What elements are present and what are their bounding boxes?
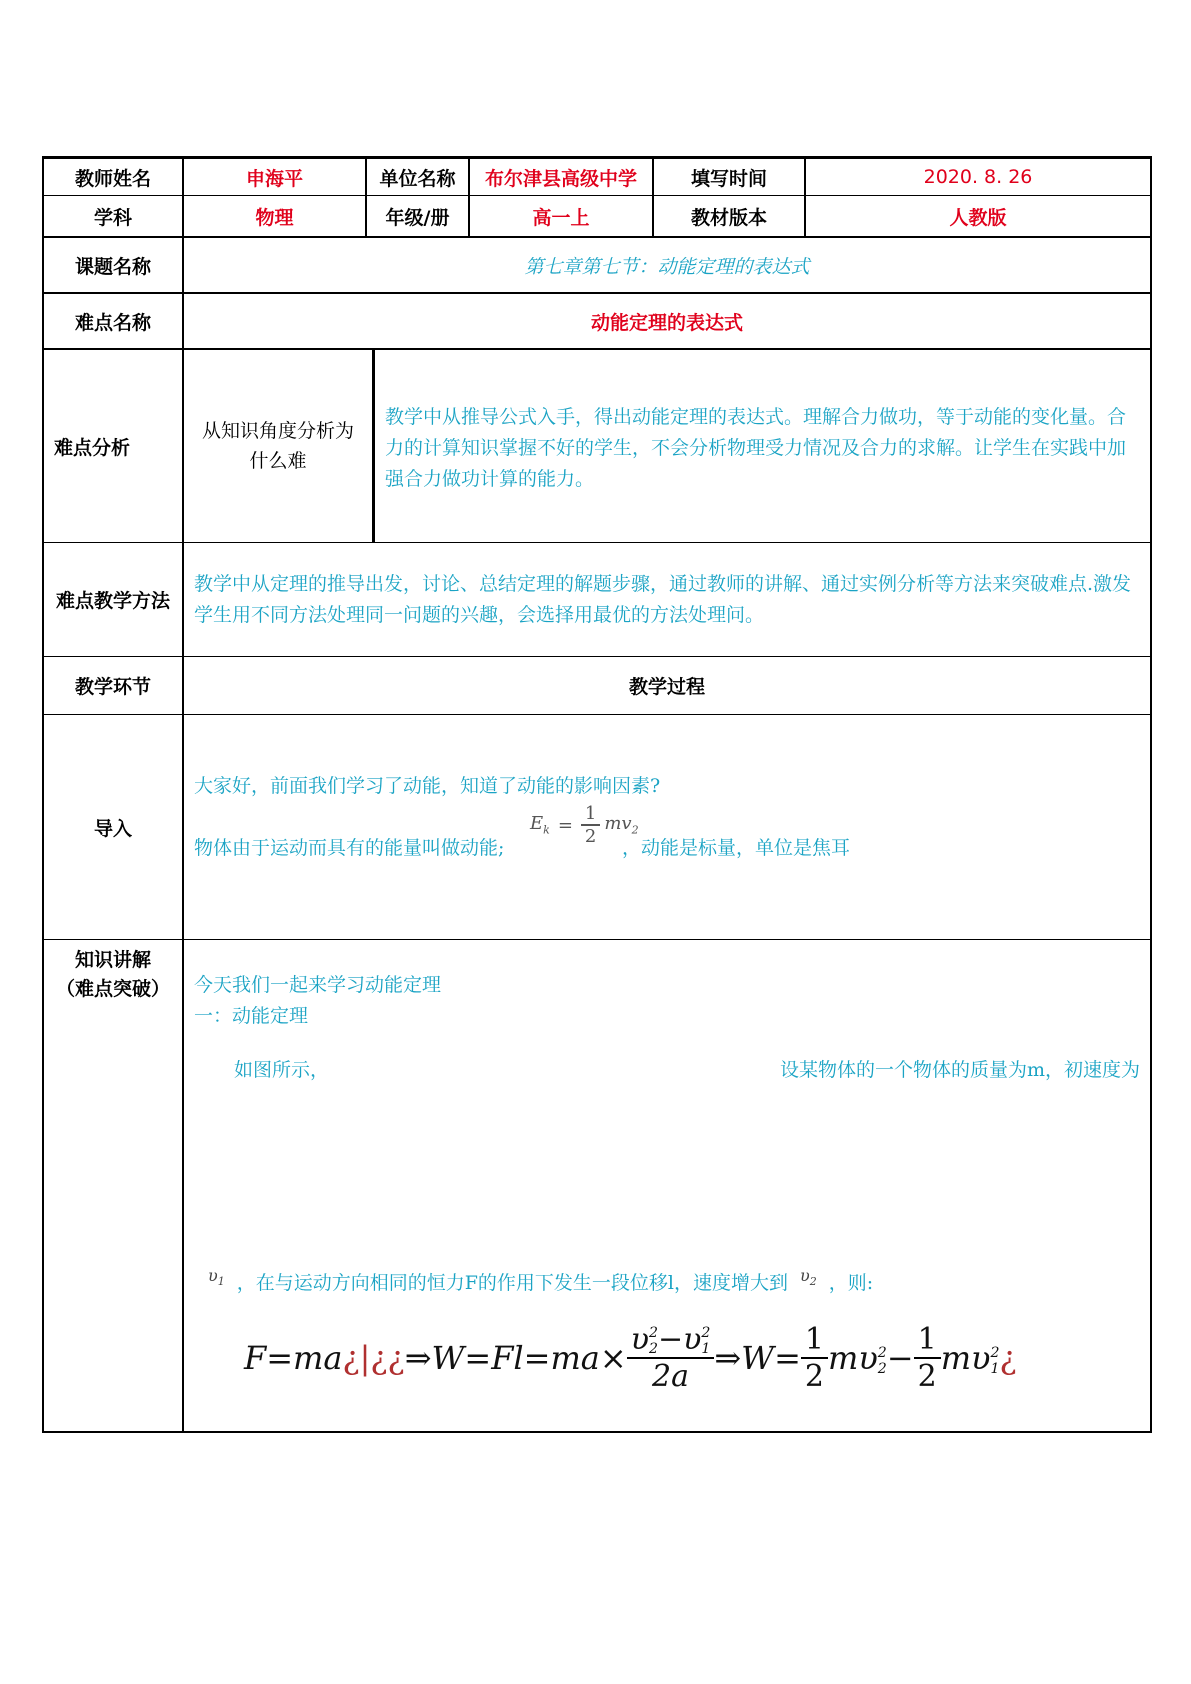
intro-line-2-after: ，动能是标量，单位是焦耳	[622, 837, 851, 859]
figure-reference: 如图所示，	[234, 1059, 330, 1081]
difficulty-value: 动能定理的表达式	[182, 294, 1150, 348]
eq-fraction-velocity: υ 2 2 −υ 2 1 2a	[627, 1322, 715, 1394]
topic-label: 课题名称	[74, 255, 151, 278]
formula-mv: $mv_2$	[604, 813, 639, 837]
unit-label: 单位名称	[365, 159, 468, 195]
formula-half: $\frac{1}{2}$	[581, 803, 600, 847]
analysis-text-cell	[372, 350, 1150, 542]
topic-value: 第七章第七节：动能定理的表达式	[182, 238, 1150, 292]
process-header-row	[42, 657, 1152, 715]
intro-label: 导入	[93, 817, 132, 840]
velocity-sentence-end: ，则:	[828, 1272, 874, 1294]
eq-term-2: mυ 2 1	[940, 1339, 1000, 1377]
lesson-plan-table	[42, 156, 1152, 1433]
intro-line-1: 大家好，前面我们学习了动能，知道了动能的影响因素?	[194, 775, 661, 797]
analysis-row	[42, 350, 1152, 543]
grade-label: 年级/册	[365, 196, 468, 236]
knowledge-label	[44, 940, 182, 1431]
subject-value: 物理	[182, 196, 365, 236]
intro-content	[182, 715, 1150, 939]
process-header-label: 教学环节	[74, 676, 151, 698]
method-text-cell	[182, 543, 1150, 656]
analysis-label: 难点分析	[54, 436, 131, 459]
header-row-1	[42, 156, 1152, 196]
velocity-sentence	[194, 1268, 873, 1299]
v2-symbol: $\upsilon_2$	[800, 1266, 817, 1289]
grade-value: 高一上	[468, 196, 652, 236]
knowledge-content	[182, 940, 1150, 1431]
eq-result-lhs: ⇒W=	[714, 1339, 801, 1377]
teacher-label: 教师姓名	[74, 167, 151, 190]
formula-eq: =	[557, 814, 573, 836]
teacher-value: 申海平	[182, 159, 365, 195]
eq-half-1: $\frac{1}{2}$	[801, 1322, 828, 1394]
eq-half-2: $\frac{1}{2}$	[914, 1322, 941, 1394]
intro-row	[42, 715, 1152, 940]
header-row-2	[42, 196, 1152, 238]
eq-tail-glyph: ¿	[999, 1339, 1017, 1377]
analysis-text: 教学中从推导公式入手，得出动能定理的表达式。理解合力做功，等于动能的变化量。合力的计算知识掌握不好的学生，不会分析物理受力情况及合力的求解。让学生在实践中加强合力做功计算的能力。	[385, 406, 1127, 490]
knowledge-label-line-2: （难点突破）	[55, 978, 170, 1000]
eq-placeholder-glyphs: ¿|¿¿	[342, 1339, 405, 1377]
date-label: 填写时间	[652, 159, 804, 195]
date-value: 2020. 8. 26	[804, 159, 1150, 195]
eq-work-expression: ⇒W=Fl=ma×	[404, 1339, 627, 1377]
knowledge-intro-sentence: 设某物体的一个物体的质量为m，初速度为	[779, 1059, 1140, 1081]
intro-line-2-before: 物体由于运动而具有的能量叫做动能;	[194, 837, 505, 859]
topic-row	[42, 238, 1152, 294]
knowledge-row	[42, 940, 1152, 1433]
edition-value: 人教版	[804, 196, 1150, 236]
edition-label: 教材版本	[652, 196, 804, 236]
difficulty-label: 难点名称	[74, 311, 151, 334]
velocity-sentence-text: ，在与运动方向相同的恒力F的作用下发生一段位移l，速度增大到	[236, 1272, 788, 1294]
knowledge-line-1: 今天我们一起来学习动能定理	[194, 974, 442, 996]
method-label: 难点教学方法	[55, 590, 170, 612]
eq-minus: −	[886, 1339, 914, 1377]
method-row	[42, 543, 1152, 657]
knowledge-heading: 一：动能定理	[194, 1005, 309, 1027]
eq-term-1: mυ 2 2	[827, 1339, 887, 1377]
formula-ek: $E_k$	[530, 813, 550, 837]
subject-label: 学科	[93, 206, 132, 229]
unit-value: 布尔津县高级中学	[468, 159, 652, 195]
process-header-value: 教学过程	[182, 657, 1150, 714]
analysis-sub-label: 从知识角度分析为什么难	[182, 350, 372, 542]
difficulty-row	[42, 294, 1152, 350]
v1-symbol: $\upsilon_1$	[208, 1266, 225, 1289]
work-energy-derivation	[244, 1322, 1017, 1394]
method-text: 教学中从定理的推导出发，讨论、总结定理的解题步骤，通过教师的讲解、通过实例分析等方法来突破难点.激发学生用不同方法处理同一问题的兴趣，会选择用最优的方法处理问。	[194, 572, 1132, 626]
knowledge-label-line-1: 知识讲解	[74, 949, 151, 971]
eq-part-newton: F=ma	[244, 1339, 343, 1377]
